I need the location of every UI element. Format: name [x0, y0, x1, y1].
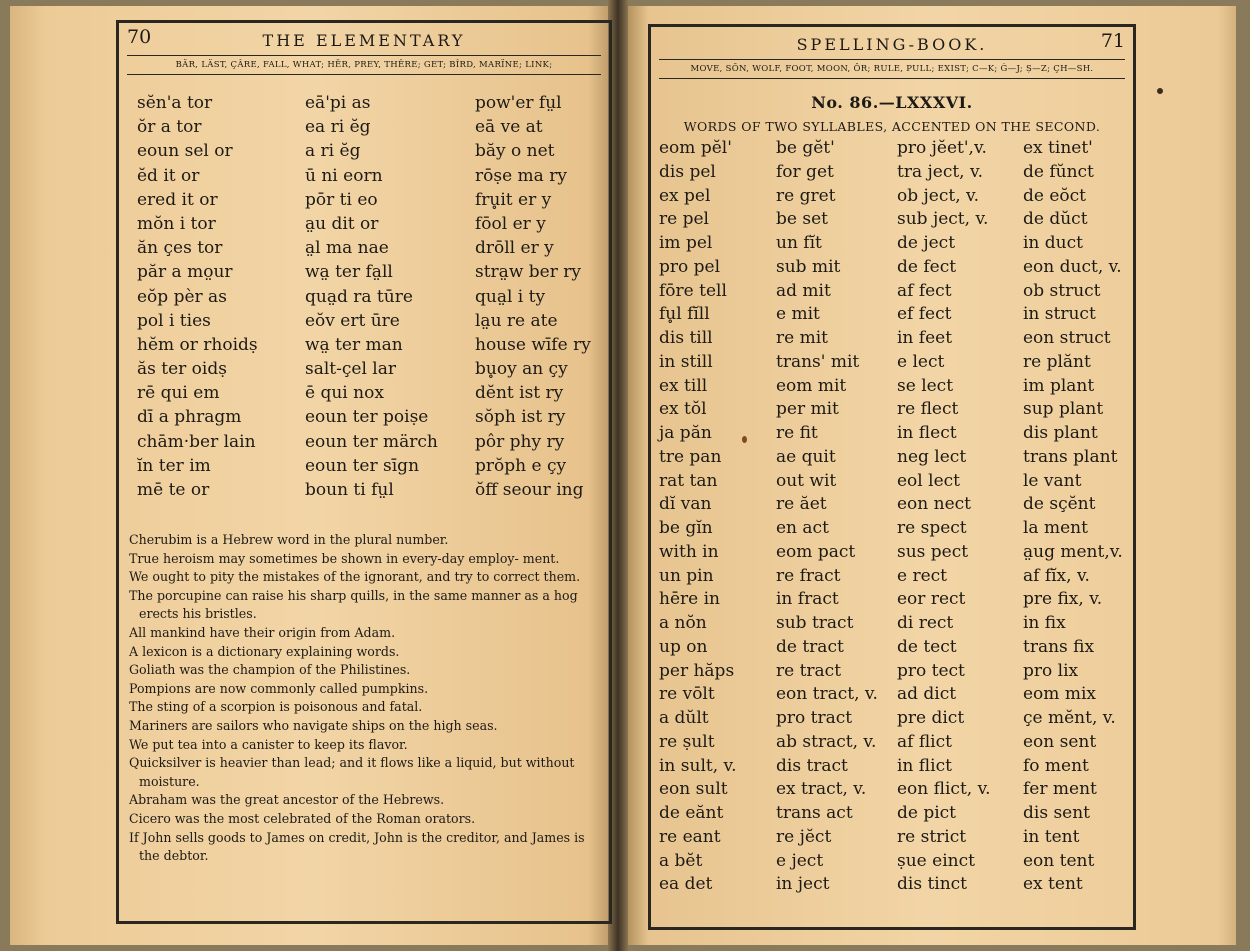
spelling-word: in flict [897, 755, 952, 776]
spelling-word: sup plant [1023, 399, 1104, 420]
spelling-word: re fit [776, 423, 818, 443]
spelling-word: ae quit [776, 446, 836, 467]
right-page-header [659, 29, 1125, 55]
sentence: If John sells goods to James on credit, John is the creditor, and James is the debtor. [129, 829, 585, 864]
spelling-word: sŏph ist ry [475, 407, 566, 428]
spelling-word: eom mit [776, 375, 847, 396]
left-pronunciation-key: BÄR, LÄST, ÇÂRE, FALL, WHAT; HĒR, PREY, THÊRE; GET; BÎRD, MARÏNE; LINK; [127, 55, 601, 75]
spelling-word: fo ment [1023, 755, 1089, 776]
spelling-word: ef fect [897, 304, 952, 325]
right-page-number: 71 [1100, 30, 1125, 52]
sentence: Pompions are now commonly called pumpkins. [129, 680, 429, 696]
spelling-word: pro tect [897, 660, 965, 681]
spelling-word: trans' mit [776, 351, 860, 372]
spelling-word: eoun ter poiṣe [305, 407, 429, 428]
spelling-word: eoun ter sīgn [305, 455, 420, 476]
spelling-word: re mit [776, 328, 828, 348]
spelling-word: qua̤l i ty [475, 286, 546, 307]
spelling-word: rōṣe ma ry [475, 165, 567, 186]
spelling-word: pro lix [1023, 660, 1079, 681]
sentence: Abraham was the great ancestor of the Hebrews. [129, 792, 445, 808]
spelling-word: chām·ber lain [137, 431, 256, 452]
spelling-word: çe mĕnt, v. [1023, 708, 1116, 728]
spelling-word: de tect [897, 636, 957, 657]
left-page-frame [116, 20, 612, 924]
spelling-word: trans act [776, 803, 853, 823]
spelling-word: pro pel [659, 256, 721, 277]
spelling-word: eā ve at [475, 117, 543, 138]
sentence-list [129, 531, 599, 866]
sentence: Cicero was the most celebrated of the Roman orators. [129, 810, 476, 826]
right-pronunciation-key: MOVE, SŎN, WOLF, FOOT, MOON, ÔR; RULE, PULL; EXIST; C—K; Ġ—J; Ș—Z; ÇH—SH. [659, 59, 1125, 79]
spelling-word: ex pel [659, 185, 711, 206]
spelling-word: pre dict [897, 708, 965, 728]
sentence: Mariners are sailors who navigate ships on the high seas. [129, 717, 498, 733]
spelling-word: sus pect [897, 541, 969, 562]
left-page-header [127, 25, 601, 51]
spelling-word: trans fix [1023, 636, 1095, 657]
spelling-word: rat tan [659, 470, 718, 491]
spelling-word: eoun sel or [137, 141, 233, 162]
spelling-word: la̤u re ate [475, 310, 558, 331]
spelling-word: pōr ti eo [305, 189, 378, 210]
spelling-word: re gret [776, 185, 836, 206]
spelling-word: eon tent [1023, 850, 1095, 871]
spelling-word: a bĕt [659, 850, 703, 871]
spelling-word: de fect [897, 256, 957, 277]
spelling-word: re pel [659, 209, 709, 230]
spelling-word: drōll er y [475, 238, 554, 259]
spelling-word: im plant [1023, 375, 1095, 396]
left-word-column-1 [137, 91, 305, 502]
spelling-word: eor rect [897, 589, 966, 610]
sentence: The porcupine can raise his sharp quills, in the same manner as a hog erects his bristles. [129, 587, 578, 622]
spelling-word: af flict [897, 731, 952, 752]
spelling-word: ob ject, v. [897, 185, 980, 206]
spelling-word: af fĭx, v. [1023, 565, 1090, 586]
spelling-word: house wīfe ry [475, 334, 591, 355]
spelling-word: eon sent [1023, 731, 1097, 752]
spelling-word: mē te or [137, 480, 210, 500]
spelling-word: a ri ĕg [305, 141, 361, 162]
spelling-word: a nŏn [659, 613, 707, 633]
spelling-word: dĭ van [659, 494, 712, 515]
spelling-word: se lect [897, 375, 954, 396]
spelling-word: ŏff seour ing [475, 480, 584, 500]
spelling-word: dī a phragm [137, 407, 242, 428]
spelling-word: eon duct, v. [1023, 256, 1122, 277]
spelling-word: in fix [1023, 613, 1066, 633]
spelling-word: eol lect [897, 470, 960, 491]
sentence: Quicksilver is heavier than lead; and it flows like a liquid, but without moisture. [129, 755, 575, 789]
spelling-word: eom pĕl' [659, 138, 732, 158]
spelling-word: e lect [897, 351, 945, 372]
spelling-word: in still [659, 351, 713, 372]
right-word-columns [659, 137, 1131, 897]
lesson-subtitle: WORDS OF TWO SYLLABLES, ACCENTED ON THE SECOND. [683, 119, 1101, 134]
spelling-word: ex tinet' [1023, 138, 1093, 158]
spelling-word: pow'er fṳl [475, 93, 562, 113]
spelling-word: with in [659, 541, 719, 562]
spelling-word: eŏv ert ūre [305, 310, 400, 331]
left-page-number: 70 [127, 26, 152, 48]
right-word-column-3 [897, 137, 1023, 897]
spelling-word: re plănt [1023, 351, 1091, 372]
spelling-word: rē qui em [137, 383, 220, 404]
spelling-word: ĭn ter im [137, 455, 211, 476]
spelling-word: be set [776, 209, 828, 230]
spelling-word: fōre tell [659, 280, 727, 301]
spelling-word: di rect [897, 613, 954, 633]
spelling-word: ăs ter oidṣ [137, 359, 227, 380]
spelling-word: en act [776, 518, 829, 538]
lesson-title: No. 86.—LXXXVI. [811, 93, 973, 112]
spelling-word: dis pel [659, 161, 716, 182]
spelling-word: tra ject, v. [897, 161, 983, 182]
spelling-word: stra̤w ber ry [475, 262, 581, 283]
spelling-word: le vant [1023, 470, 1082, 491]
spelling-word: ered it or [137, 189, 218, 210]
spelling-word: ṣue einct [897, 850, 975, 871]
spelling-word: ad dict [897, 684, 957, 705]
spelling-word: tre pan [659, 446, 722, 467]
spelling-word: eon flict, v. [897, 779, 991, 800]
spelling-word: de eănt [659, 803, 724, 823]
spelling-word: a̤ug ment,v. [1023, 541, 1123, 562]
left-word-column-3 [475, 91, 615, 502]
spelling-word: ăn çes tor [137, 238, 223, 259]
spelling-word: eon struct [1023, 328, 1111, 348]
spelling-word: pôr phy ry [475, 431, 565, 452]
spelling-word: in tent [1023, 826, 1080, 847]
spelling-word: e rect [897, 565, 948, 586]
spelling-word: ē qui nox [305, 383, 384, 404]
spelling-word: la ment [1023, 518, 1088, 538]
spelling-word: ū ni eorn [305, 165, 383, 186]
spelling-word: ex tent [1023, 874, 1083, 895]
spelling-word: ex till [659, 375, 708, 396]
spelling-word: for get [776, 161, 834, 182]
spelling-word: e ject [776, 850, 824, 871]
spelling-word: pol i ties [137, 310, 211, 331]
spelling-word: sĕn'a tor [137, 93, 213, 113]
spelling-word: in ject [776, 874, 830, 895]
spelling-word: un fĭt [776, 233, 822, 253]
spelling-word: re strict [897, 826, 967, 847]
spelling-word: ĕd it or [137, 165, 200, 186]
spelling-word: pro tract [776, 708, 853, 728]
spelling-word: sub ject, v. [897, 209, 989, 230]
spelling-word: in fract [776, 589, 839, 610]
spelling-word: af fect [897, 280, 952, 301]
spelling-word: eom pact [776, 541, 856, 562]
spelling-word: ea det [659, 874, 713, 895]
sentence: A lexicon is a dictionary explaining words. [129, 643, 400, 659]
spelling-word: eā'pi as [305, 93, 371, 113]
spelling-word: dis till [659, 328, 713, 348]
spelling-word: de tract [776, 636, 844, 657]
left-word-columns [137, 91, 615, 502]
spelling-word: dis plant [1023, 423, 1098, 443]
spelling-word: ŏr a tor [137, 117, 202, 138]
spelling-word: ea ri ĕg [305, 117, 371, 138]
spelling-word: păr a mo̤ur [137, 262, 233, 283]
spelling-word: re spect [897, 518, 967, 538]
sentence: True heroism may sometimes be shown in every-day employ- ment. [129, 550, 560, 566]
spelling-word: prŏph e çy [475, 455, 567, 476]
spelling-word: re flect [897, 399, 959, 420]
spelling-word: de sçĕnt [1023, 494, 1096, 515]
spelling-word: ab stract, v. [776, 731, 877, 752]
spelling-word: eom mix [1023, 684, 1096, 705]
spelling-word: fru̥it er y [475, 189, 552, 210]
spelling-word: pro jĕet',v. [897, 138, 987, 158]
spelling-word: per hăps [659, 660, 735, 681]
spelling-word: bu̥oy an çy [475, 359, 568, 380]
ink-spot [742, 436, 747, 443]
spelling-word: qua̤d ra tūre [305, 286, 413, 307]
sentence: The sting of a scorpion is poisonous and fatal. [129, 699, 423, 715]
spelling-word: wa̤ ter fa̤ll [305, 262, 393, 283]
spelling-word: boun ti fṳl [305, 480, 394, 500]
right-page-frame [648, 24, 1136, 930]
spelling-word: a̤u dit or [305, 213, 379, 234]
spelling-word: be gĭn [659, 518, 713, 538]
right-word-column-1 [659, 137, 776, 897]
spelling-word: eoun ter märch [305, 431, 438, 452]
spelling-word: ad mit [776, 280, 831, 301]
spelling-word: re eant [659, 826, 721, 847]
sentence: All mankind have their origin from Adam. [129, 624, 396, 640]
spelling-word: re vōlt [659, 684, 715, 705]
sentence: We put tea into a canister to keep its flavor. [129, 736, 408, 752]
spelling-word: trans plant [1023, 446, 1118, 467]
spelling-word: hēre in [659, 589, 720, 610]
right-word-column-4 [1023, 137, 1131, 897]
spelling-word: mŏn i tor [137, 213, 216, 234]
spelling-word: hĕm or rhoidṣ [137, 334, 258, 355]
spelling-word: re ṣult [659, 731, 715, 752]
spelling-word: re jĕct [776, 826, 832, 847]
ink-spot [1157, 88, 1163, 94]
spelling-word: ex tŏl [659, 399, 707, 420]
spelling-word: sub tract [776, 613, 854, 633]
spelling-word: im pel [659, 233, 713, 253]
spelling-word: eon tract, v. [776, 684, 878, 705]
spelling-word: ob struct [1023, 280, 1101, 301]
spelling-word: dis tinct [897, 874, 968, 895]
spelling-word: fu̥l fĭll [659, 304, 710, 325]
spelling-word: re fract [776, 565, 841, 586]
spelling-word: de dŭct [1023, 209, 1088, 230]
spelling-word: sub mit [776, 256, 841, 277]
spelling-word: a dŭlt [659, 708, 709, 728]
spelling-word: un pin [659, 565, 714, 586]
spelling-word: dĕnt ist ry [475, 383, 564, 404]
spelling-word: fōol er y [475, 213, 546, 234]
spelling-word: fer ment [1023, 779, 1097, 800]
spelling-word: dis tract [776, 755, 848, 776]
spelling-word: ex tract, v. [776, 779, 867, 800]
spelling-word: e mit [776, 304, 820, 325]
spelling-word: pre fix, v. [1023, 589, 1103, 610]
spelling-word: re tract [776, 660, 842, 681]
spelling-word: per mit [776, 399, 839, 420]
right-running-title: SPELLING-BOOK. [796, 35, 988, 54]
spelling-word: de ject [897, 233, 956, 253]
spelling-word: dis sent [1023, 803, 1091, 823]
spelling-word: eon sult [659, 779, 728, 800]
sentence: Cherubim is a Hebrew word in the plural number. [129, 532, 449, 547]
spelling-word: out wit [776, 470, 837, 491]
sentence: Goliath was the champion of the Philistines. [129, 662, 411, 678]
spelling-word: neg lect [897, 446, 967, 467]
right-word-column-2 [776, 137, 897, 897]
spelling-word: in struct [1023, 304, 1096, 325]
spelling-word: eon nect [897, 494, 972, 515]
spelling-word: in feet [897, 328, 953, 348]
spelling-word: de pict [897, 803, 957, 823]
spelling-word: wa̤ ter man [305, 334, 403, 355]
spelling-word: a̤l ma nae [305, 238, 389, 259]
spelling-word: băy o net [475, 141, 555, 162]
spelling-word: de fŭnct [1023, 161, 1094, 182]
spelling-word: be gĕt' [776, 138, 835, 158]
spelling-word: in duct [1023, 233, 1083, 253]
left-word-column-2 [305, 91, 475, 502]
spelling-word: in flect [897, 423, 957, 443]
spelling-word: re ăet [776, 494, 827, 515]
spelling-word: in sult, v. [659, 755, 737, 776]
spelling-word: up on [659, 636, 708, 657]
left-running-title: THE ELEMENTARY [262, 31, 466, 50]
spelling-word: salt-çel lar [305, 359, 396, 380]
spelling-word: eŏp pèr as [137, 286, 227, 307]
spelling-word: de eŏct [1023, 185, 1086, 206]
spelling-word: ja păn [659, 423, 712, 443]
sentence: We ought to pity the mistakes of the ignorant, and try to correct them. [129, 569, 581, 585]
